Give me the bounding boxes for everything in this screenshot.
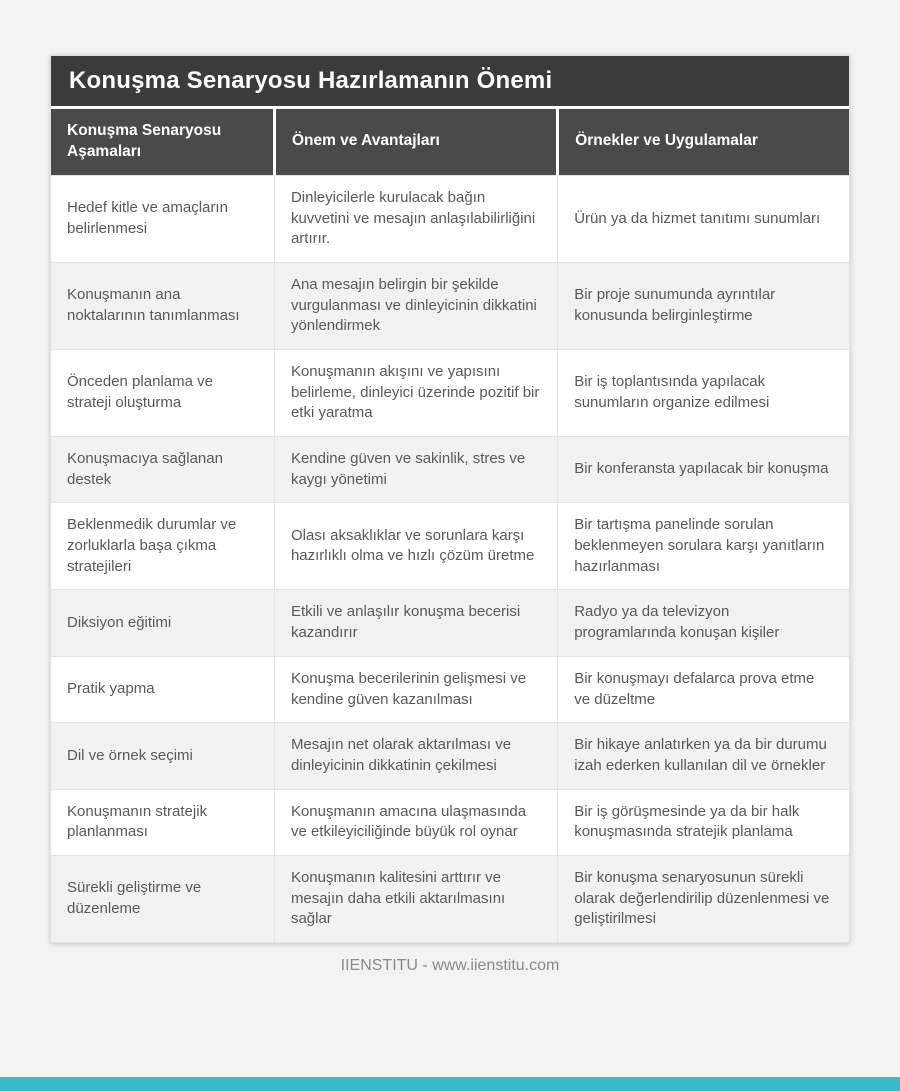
stage-cell: Sürekli geliştirme ve düzenleme xyxy=(51,855,274,942)
table-row xyxy=(51,723,849,789)
examples-cell: Ürün ya da hizmet tanıtımı sunumları xyxy=(558,175,849,262)
importance-cell: Olası aksaklıklar ve sorunlara karşı hazırlıklı olma ve hızlı çözüm üretme xyxy=(274,503,557,590)
examples-cell: Bir iş toplantısında yapılacak sunumların organize edilmesi xyxy=(558,349,849,436)
column-header-importance: Önem ve Avantajları xyxy=(274,108,557,176)
importance-cell: Kendine güven ve sakinlik, stres ve kaygı yönetimi xyxy=(274,437,557,503)
stage-cell: Hedef kitle ve amaçların belirlenmesi xyxy=(51,175,274,262)
infographic-card xyxy=(50,55,850,943)
table-row xyxy=(51,656,849,722)
importance-cell: Mesajın net olarak aktarılması ve dinleyicinin dikkatinin çekilmesi xyxy=(274,723,557,789)
table-row xyxy=(51,789,849,855)
footer-credit: IIENSTITU - www.iienstitu.com xyxy=(340,957,560,975)
accent-bar xyxy=(0,1077,900,1091)
stage-cell: Dil ve örnek seçimi xyxy=(51,723,274,789)
stage-cell: Konuşmanın ana noktalarının tanımlanması xyxy=(51,262,274,349)
stage-cell: Konuşmanın stratejik planlanması xyxy=(51,789,274,855)
table-row xyxy=(51,262,849,349)
importance-cell: Etkili ve anlaşılır konuşma becerisi kazandırır xyxy=(274,590,557,656)
examples-cell: Bir konferansta yapılacak bir konuşma xyxy=(558,437,849,503)
examples-cell: Bir hikaye anlatırken ya da bir durumu izah ederken kullanılan dil ve örnekler xyxy=(558,723,849,789)
importance-cell: Dinleyicilerle kurulacak bağın kuvvetini ve mesajın anlaşılabilirliğini artırır. xyxy=(274,175,557,262)
importance-cell: Ana mesajın belirgin bir şekilde vurgulanması ve dinleyicinin dikkatini yönlendirmek xyxy=(274,262,557,349)
importance-cell: Konuşmanın amacına ulaşmasında ve etkileyiciliğinde büyük rol oynar xyxy=(274,789,557,855)
table-row xyxy=(51,349,849,436)
table-row xyxy=(51,503,849,590)
table-row xyxy=(51,437,849,503)
header-row xyxy=(51,108,849,176)
stage-cell: Konuşmacıya sağlanan destek xyxy=(51,437,274,503)
examples-cell: Bir tartışma panelinde sorulan beklenmeyen sorulara karşı yanıtların hazırlanması xyxy=(558,503,849,590)
table-row xyxy=(51,855,849,942)
stage-cell: Diksiyon eğitimi xyxy=(51,590,274,656)
importance-cell: Konuşmanın kalitesini arttırır ve mesajın daha etkili aktarılmasını sağlar xyxy=(274,855,557,942)
examples-cell: Radyo ya da televizyon programlarında konuşan kişiler xyxy=(558,590,849,656)
stage-cell: Önceden planlama ve strateji oluşturma xyxy=(51,349,274,436)
importance-cell: Konuşmanın akışını ve yapısını belirleme, dinleyici üzerinde pozitif bir etki yaratma xyxy=(274,349,557,436)
examples-cell: Bir proje sunumunda ayrıntılar konusunda belirginleştirme xyxy=(558,262,849,349)
examples-cell: Bir konuşma senaryosunun sürekli olarak değerlendirilip düzenlenmesi ve geliştirilmesi xyxy=(558,855,849,942)
column-header-examples: Örnekler ve Uygulamalar xyxy=(558,108,849,176)
examples-cell: Bir konuşmayı defalarca prova etme ve düzeltme xyxy=(558,656,849,722)
stage-cell: Beklenmedik durumlar ve zorluklarla başa çıkma stratejileri xyxy=(51,503,274,590)
column-header-stages: Konuşma Senaryosu Aşamaları xyxy=(51,108,274,176)
importance-cell: Konuşma becerilerinin gelişmesi ve kendine güven kazanılması xyxy=(274,656,557,722)
data-table xyxy=(51,106,849,942)
table-row xyxy=(51,175,849,262)
page-title: Konuşma Senaryosu Hazırlamanın Önemi xyxy=(51,56,849,106)
stage-cell: Pratik yapma xyxy=(51,656,274,722)
examples-cell: Bir iş görüşmesinde ya da bir halk konuşmasında stratejik planlama xyxy=(558,789,849,855)
table-row xyxy=(51,590,849,656)
